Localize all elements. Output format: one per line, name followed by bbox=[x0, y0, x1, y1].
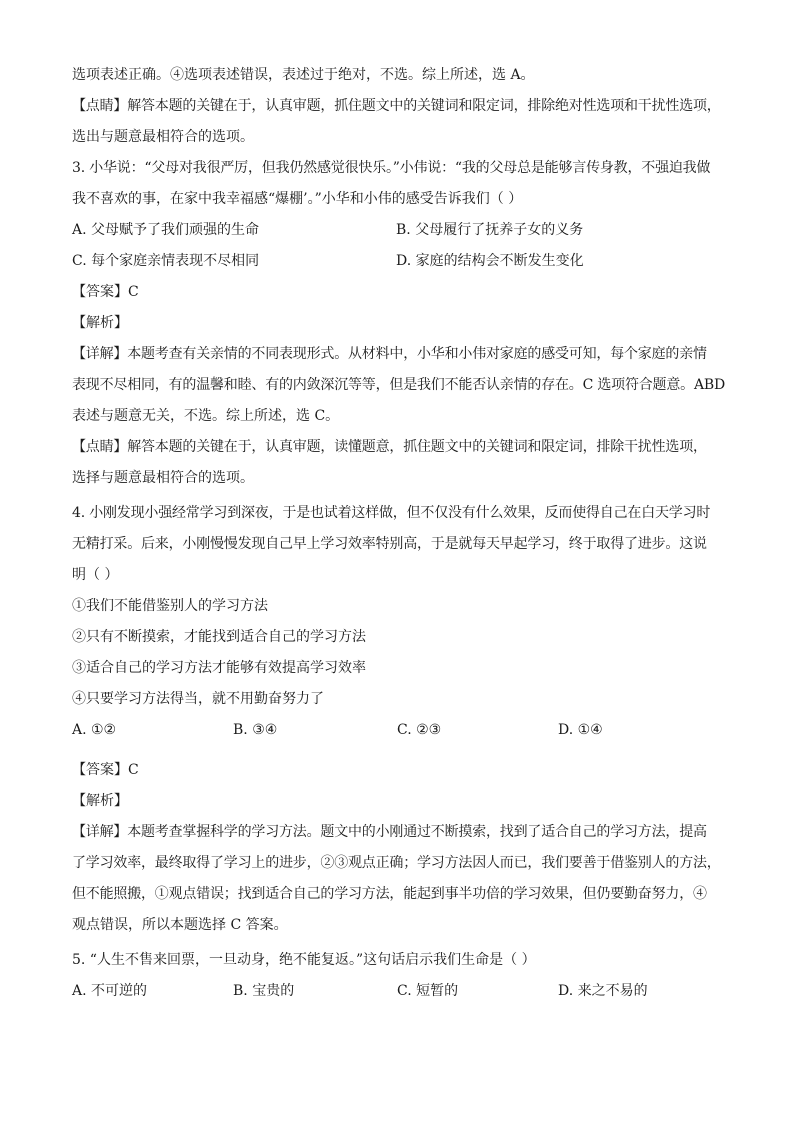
q5-option-b: B. 宝贵的 bbox=[233, 983, 295, 999]
q4-answer: 【答案】C bbox=[72, 762, 139, 778]
q3-answer: 【答案】C bbox=[72, 284, 139, 300]
q3-options-row-2 bbox=[72, 246, 728, 277]
question-2-tail bbox=[72, 60, 728, 153]
q4-options-row bbox=[72, 715, 728, 755]
q3-option-a: A. 父母赋予了我们顽强的生命 bbox=[72, 222, 260, 238]
q4-statement-1: ①我们不能借鉴别人的学习方法 bbox=[72, 598, 268, 614]
q3-stem-line-1: 3. 小华说：“父母对我很严厉，但我仍然感觉很快乐。”小伟说：“我的父母总是能够言传身教，不强迫我做 bbox=[72, 160, 711, 176]
q2-explanation-line: 选项表述正确。④选项表述错误，表述过于绝对，不选。综上所述，选 A。 bbox=[72, 67, 535, 83]
q4-option-c: C. ②③ bbox=[397, 722, 442, 738]
q3-analysis-label: 【解析】 bbox=[72, 315, 128, 331]
q5-option-d: D. 来之不易的 bbox=[558, 983, 648, 999]
q2-comment-line-2: 选出与题意最相符合的选项。 bbox=[72, 129, 254, 145]
q4-detail-line-2: 了学习效率，最终取得了学习上的进步，②③观点正确；学习方法因人而已，我们要善于借鉴别人的方法， bbox=[72, 855, 721, 871]
q3-comment-line-1: 【点睛】解答本题的关键在于，认真审题，读懂题意，抓住题文中的关键词和限定词，排除干扰性选项， bbox=[72, 439, 707, 455]
q4-stem-line-1: 4. 小刚发现小强经常学习到深夜，于是也试着这样做，但不仅没有什么效果，反而使得自己在白天学习时 bbox=[72, 505, 711, 521]
q5-stem-line-1: 5. “人生不售来回票，一旦动身，绝不能复返。”这句话启示我们生命是（ ） bbox=[72, 952, 536, 968]
q3-options-row-1 bbox=[72, 215, 728, 246]
q4-detail-line-3: 但不能照搬，①观点错误；找到适合自己的学习方法，能起到事半功倍的学习效果，但仍要勤奋努力，④ bbox=[72, 886, 707, 902]
q5-option-c: C. 短暂的 bbox=[397, 983, 459, 999]
q4-detail-line-4: 观点错误，所以本题选择 C 答案。 bbox=[72, 917, 288, 933]
q4-option-a: A. ①② bbox=[72, 722, 117, 738]
q4-stem-line-3: 明（ ） bbox=[72, 567, 119, 583]
q4-statement-2: ②只有不断摸索，才能找到适合自己的学习方法 bbox=[72, 629, 366, 645]
q4-statement-4: ④只要学习方法得当，就不用勤奋努力了 bbox=[72, 691, 324, 707]
q3-detail-line-1: 【详解】本题考查有关亲情的不同表现形式。从材料中，小华和小伟对家庭的感受可知，每个家庭的亲情 bbox=[72, 346, 707, 362]
q4-analysis-label: 【解析】 bbox=[72, 793, 128, 809]
q3-option-d: D. 家庭的结构会不断发生变化 bbox=[396, 253, 584, 269]
q4-option-d: D. ①④ bbox=[558, 722, 603, 738]
q3-comment-line-2: 选择与题意最相符合的选项。 bbox=[72, 470, 254, 486]
q3-option-c: C. 每个家庭亲情表现不尽相同 bbox=[72, 253, 260, 269]
q3-detail-line-2: 表现不尽相同，有的温馨和睦、有的内敛深沉等等，但是我们不能否认亲情的存在。C 选项符合题意。ABD bbox=[72, 377, 725, 393]
q2-comment-line-1: 【点睛】解答本题的关键在于，认真审题，抓住题文中的关键词和限定词，排除绝对性选项和干扰性选项， bbox=[72, 98, 721, 114]
q4-detail-line-1: 【详解】本题考查掌握科学的学习方法。题文中的小刚通过不断摸索，找到了适合自己的学习方法，提高 bbox=[72, 824, 707, 840]
question-5 bbox=[72, 945, 728, 1007]
q4-option-b: B. ③④ bbox=[233, 722, 278, 738]
question-3 bbox=[72, 153, 728, 494]
q3-option-b: B. 父母履行了抚养子女的义务 bbox=[396, 222, 584, 238]
q4-stem-line-2: 无精打采。后来，小刚慢慢发现自己早上学习效率特别高，于是就每天早起学习，终于取得了进步。这说 bbox=[72, 536, 707, 552]
q3-stem-line-2: 我不喜欢的事，在家中我幸福感“爆棚’。”小华和小伟的感受告诉我们（ ） bbox=[72, 191, 523, 207]
q5-option-a: A. 不可逆的 bbox=[72, 983, 148, 999]
q3-detail-line-3: 表述与题意无关，不选。综上所述，选 C。 bbox=[72, 408, 340, 424]
q5-options-row bbox=[72, 976, 728, 1007]
question-4 bbox=[72, 498, 728, 941]
q4-statement-3: ③适合自己的学习方法才能够有效提高学习效率 bbox=[72, 660, 366, 676]
